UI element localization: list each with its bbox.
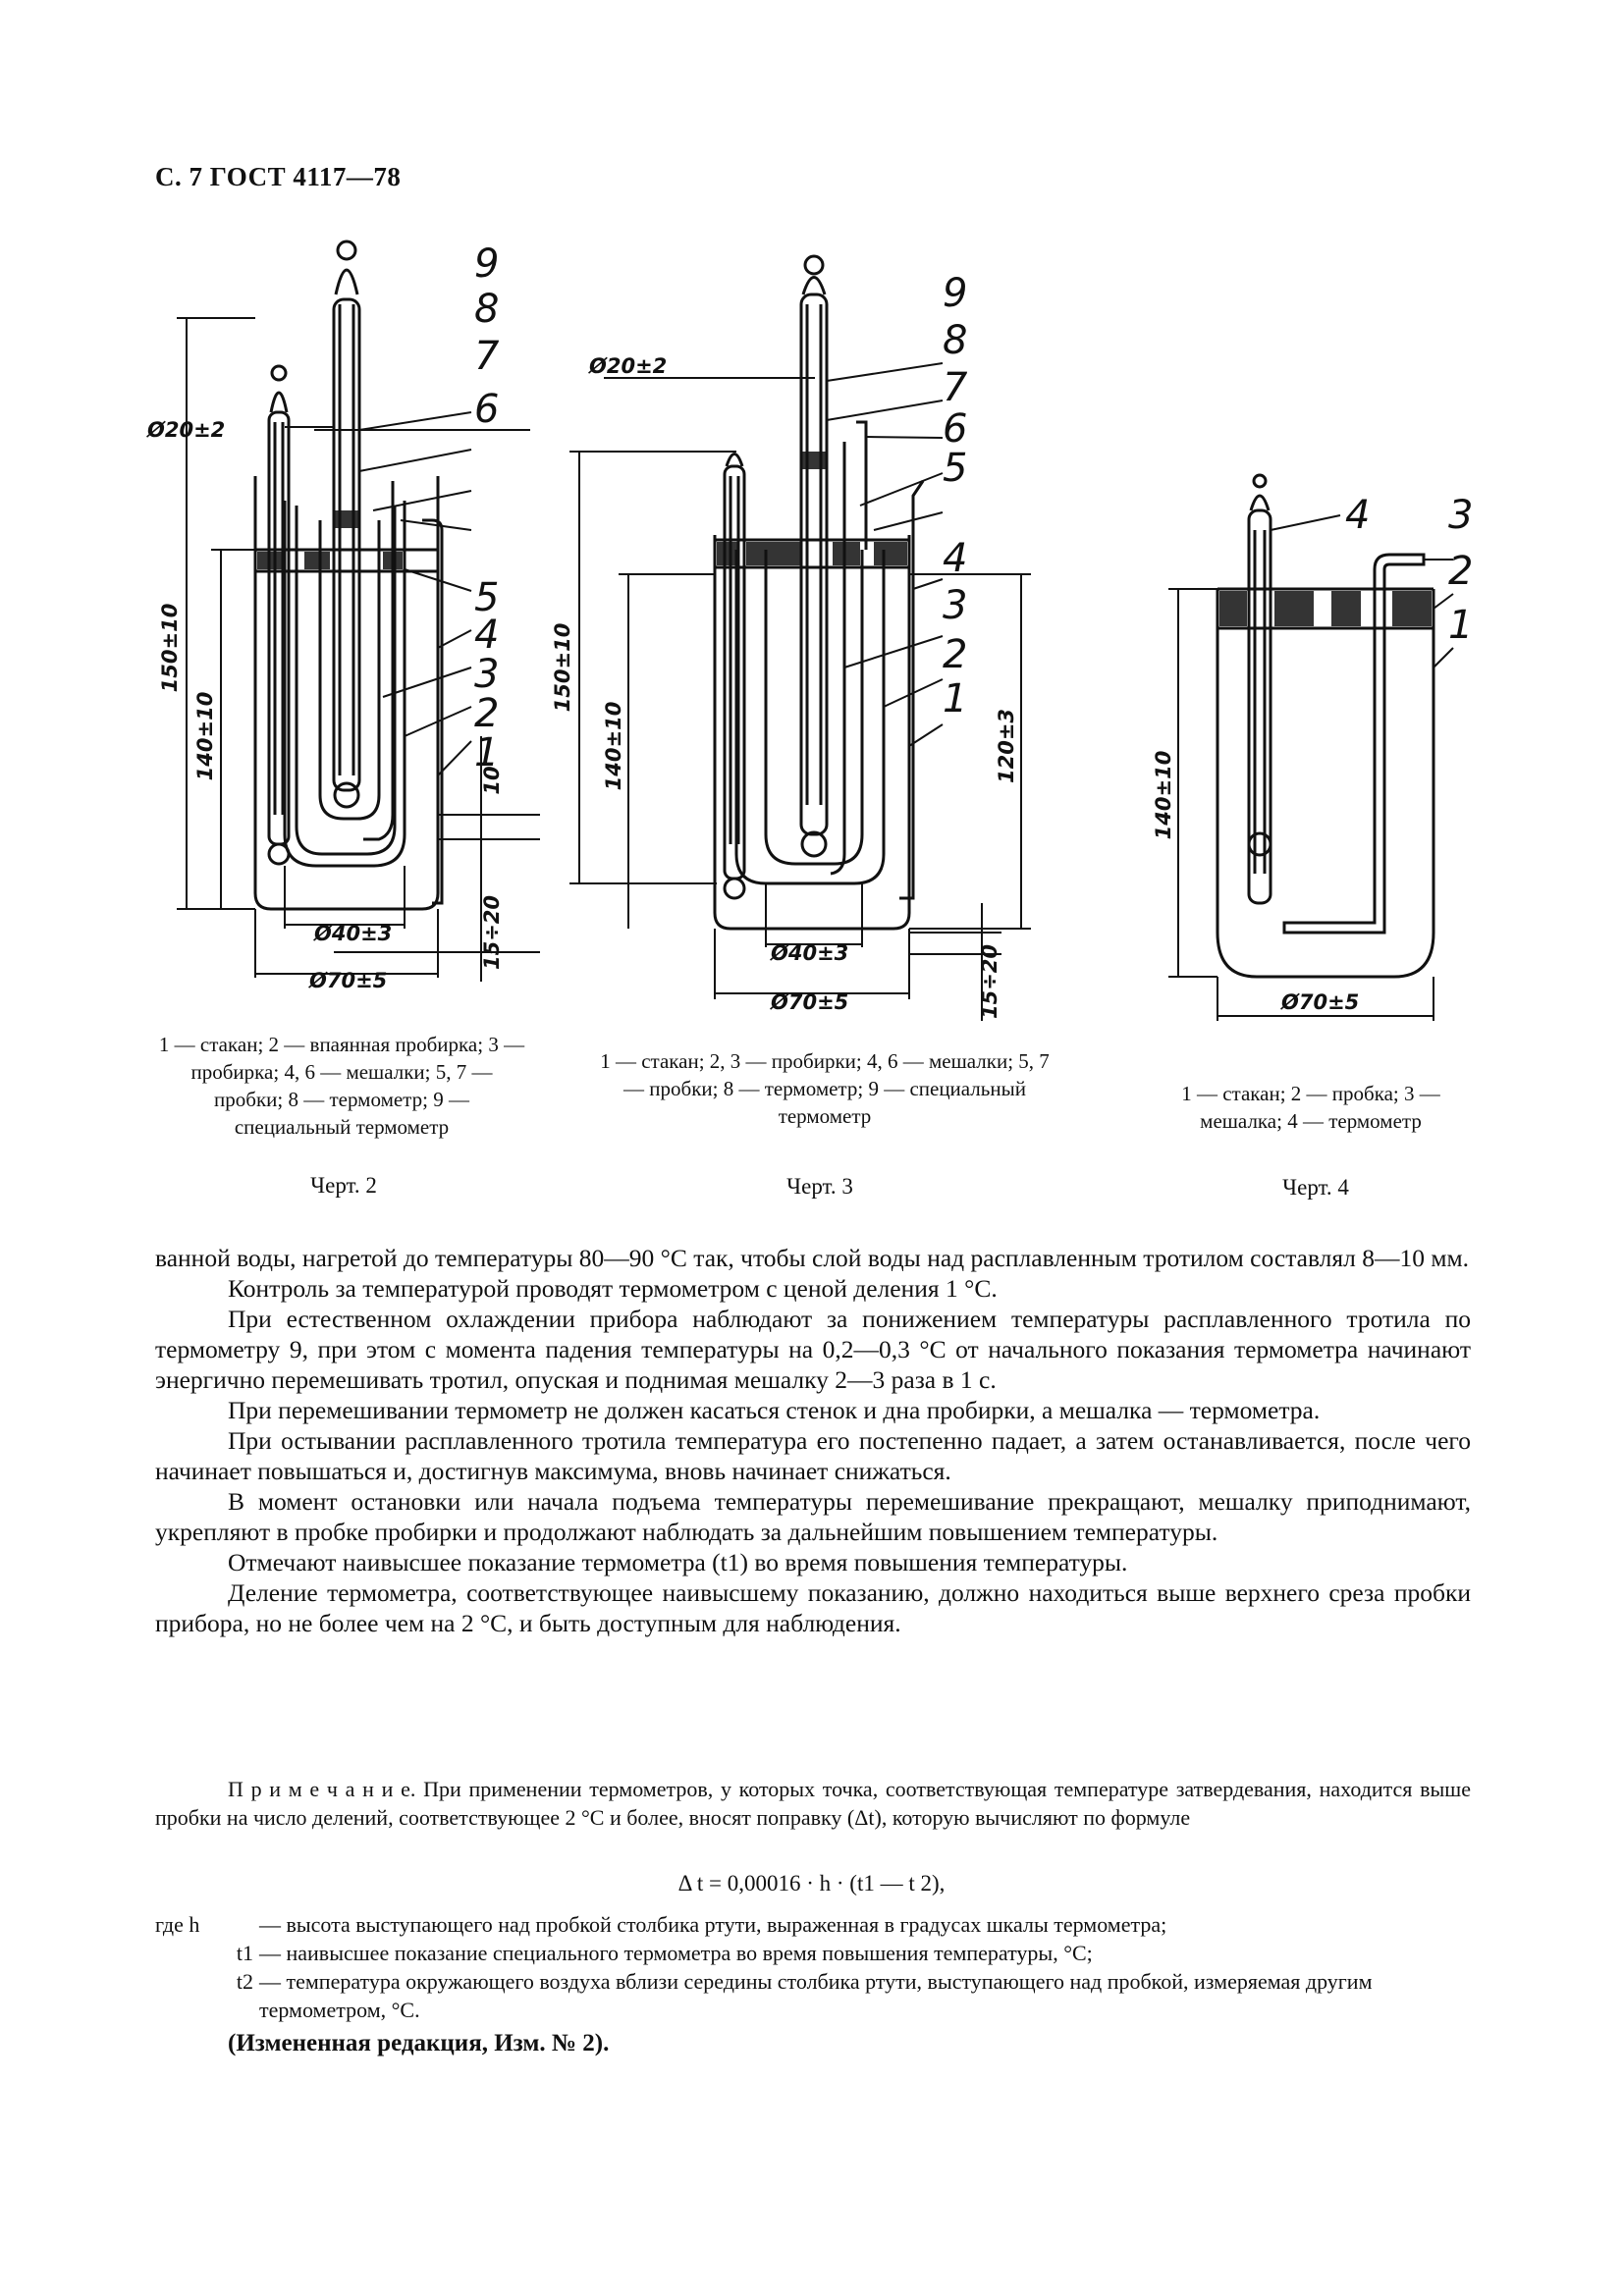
fig4-label-3: 3 [1448,493,1474,538]
fig3-dim-d20: Ø20±2 [589,354,668,378]
fig2-caption: 1 — стакан; 2 — впаянная пробирка; 3 — пробирка; 4, 6 — мешалки; 5, 7 — пробки; 8 — термометр; 9 — специальный термометр [158,1033,525,1139]
fig3-label-7: 7 [943,365,968,410]
paragraph: При остывании расплавленного тротила температура его постепенно падает, а затем останавливается, после чего начинает повышаться и, достигнув максимума, вновь начинает снижаться. [155,1426,1471,1485]
fig2-label-8: 8 [474,287,500,332]
note [155,1775,1471,1832]
paragraph: ванной воды, нагретой до температуры 80—90 °С так, чтобы слой воды над расплавленным тротилом составлял 8—10 мм. [155,1244,1470,1272]
paragraph: Отмечают наивысшее показание термометра (t1) во время повышения температуры. [228,1548,1128,1576]
fig3-dim-120: 120±3 [995,708,1018,784]
amendment-note: (Измененная редакция, Изм. № 2). [228,2030,610,2056]
figure-4-drawing [1149,471,1502,1041]
fig2-dim-d40: Ø40±3 [314,922,393,945]
paragraph: В момент остановки или начала подъема температуры перемешивание прекращают, мешалку приподнимают, укрепляют в пробке пробирки и продолжают наблюдать за дальнейшим повышением температуры. [155,1487,1471,1546]
paragraph: Контроль за температурой проводят термометром с ценой деления 1 °С. [228,1274,998,1303]
fig3-label-9: 9 [943,271,968,316]
fig2-label-9: 9 [474,241,500,287]
fig3-label-8: 8 [943,318,968,363]
fig2-dim-d70: Ø70±5 [309,969,388,992]
fig2-label-6: 6 [474,387,500,432]
legend-text: — высота выступающего над пробкой столбика ртути, выраженная в градусах шкалы термометра; [259,1912,1167,1937]
fig3-label-3: 3 [943,583,968,628]
figure-2-drawing [147,226,560,1011]
page-header: С. 7 ГОСТ 4117—78 [155,162,402,191]
fig4-label-4: 4 [1345,493,1371,538]
fig3-dim-d70: Ø70±5 [771,990,849,1014]
fig2-label-5: 5 [474,575,500,620]
fig4-label-2: 2 [1448,549,1474,594]
fig3-dim-140: 140±10 [602,701,625,791]
fig3-chert: Черт. 3 [786,1174,853,1199]
note-label: П р и м е ч а н и е. [228,1777,416,1801]
fig2-dim-d20: Ø20±2 [147,418,226,442]
fig2-dim-10: 10 [480,766,504,795]
fig4-label-1: 1 [1448,603,1474,648]
fig3-label-2: 2 [943,632,968,677]
fig3-label-5: 5 [943,446,968,491]
fig3-label-4: 4 [943,536,968,581]
legend-row [155,1939,1471,1967]
fig3-dim-d40: Ø40±3 [771,941,849,965]
fig4-caption: 1 — стакан; 2 — пробка; 3 — мешалка; 4 — термометр [1181,1082,1440,1133]
legend-symbol: t2 [236,1969,253,1994]
figure-3-drawing [551,255,1021,1041]
legend-row [155,1967,1471,2024]
fig2-label-1: 1 [474,730,500,775]
fig2-dim-140: 140±10 [193,691,217,781]
paragraph: При естественном охлаждении прибора наблюдают за понижением температуры расплавленного тротила по термометру 9, при этом с момента падения температуры на 0,2—0,3 °С от начального показания термометра начинают энергично перемешивать тротил, опуская и поднимая мешалку 2—3 раза в 1 с. [155,1305,1471,1394]
body-text [155,1243,1471,1638]
fig3-label-1: 1 [943,676,968,721]
note-text: При применении термометров, у которых точка, соответствующая температуре затвердевания, находится выше пробки на число делений, соответствующее 2 °С и более, вносят поправку (Δt), которую вычисляют по формуле [155,1777,1472,1830]
fig4-chert: Черт. 4 [1282,1175,1349,1200]
legend-symbol: где h [155,1912,200,1937]
legend-row [155,1910,1471,1939]
fig2-label-2: 2 [474,691,500,736]
fig2-dim-150: 150±10 [158,603,182,693]
fig3-label-6: 6 [943,406,968,452]
fig2-label-7: 7 [474,334,500,379]
fig2-chert: Черт. 2 [310,1173,377,1198]
fig3-dim-150: 150±10 [551,622,574,713]
fig2-label-4: 4 [474,613,500,658]
formula: Δ t = 0,00016 · h · (t1 — t 2), [677,1871,946,1896]
fig4-dim-140: 140±10 [1152,750,1175,840]
formula-legend [155,1910,1471,2024]
fig2-dim-15-20: 15÷20 [480,894,504,971]
paragraph: При перемешивании термометр не должен касаться стенок и дна пробирки, а мешалка — термометра. [228,1396,1321,1424]
fig4-dim-d70: Ø70±5 [1281,990,1360,1014]
legend-text: — температура окружающего воздуха вблизи середины столбика ртути, выступающего над пробкой, измеряемая другим термометром, °С. [259,1969,1373,2022]
fig3-caption: 1 — стакан; 2, 3 — пробирки; 4, 6 — мешалки; 5, 7 — пробки; 8 — термометр; 9 — специальный термометр [600,1049,1050,1128]
legend-symbol: t1 [236,1941,253,1965]
fig3-dim-15-20: 15÷20 [978,943,1001,1020]
legend-text: — наивысшее показание специального термометра во время повышения температуры, °С; [259,1941,1093,1965]
paragraph: Деление термометра, соответствующее наивысшему показанию, должно находиться выше верхнего среза пробки прибора, но не более чем на 2 °С, и быть доступным для наблюдения. [155,1578,1471,1637]
fig2-label-3: 3 [474,652,500,697]
